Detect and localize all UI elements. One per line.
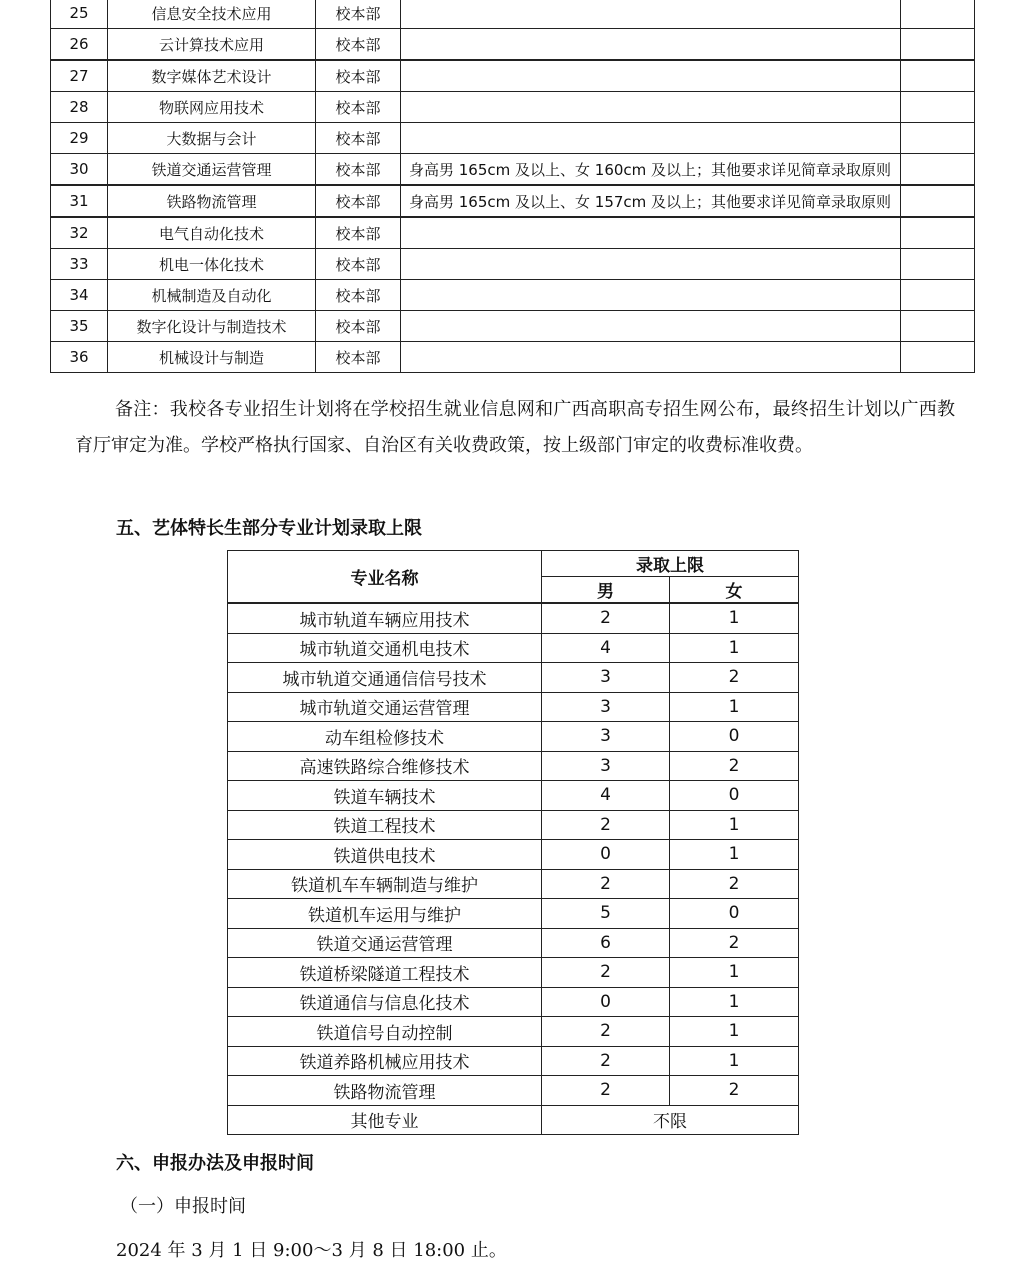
male-limit: 2 xyxy=(542,869,670,899)
note xyxy=(401,123,901,154)
major-name: 铁道机车运用与维护 xyxy=(228,899,542,929)
campus: 校本部 xyxy=(316,185,401,217)
table-row xyxy=(228,603,799,633)
campus: 校本部 xyxy=(316,249,401,280)
row-number: 35 xyxy=(51,311,108,342)
male-limit: 2 xyxy=(542,1046,670,1076)
table-row xyxy=(228,692,799,722)
note xyxy=(401,280,901,311)
header-major-name: 专业名称 xyxy=(228,551,542,604)
table-row xyxy=(51,92,975,123)
blank-cell xyxy=(901,29,975,61)
major-name: 物联网应用技术 xyxy=(108,92,316,123)
blank-cell xyxy=(901,0,975,29)
row-number: 27 xyxy=(51,60,108,92)
male-limit: 2 xyxy=(542,958,670,988)
blank-cell xyxy=(901,342,975,373)
blank-cell xyxy=(901,154,975,186)
section6-heading: 六、申报办法及申报时间 xyxy=(116,1153,314,1174)
major-name: 大数据与会计 xyxy=(108,123,316,154)
row-number: 25 xyxy=(51,0,108,29)
female-limit: 1 xyxy=(670,692,799,722)
campus: 校本部 xyxy=(316,0,401,29)
blank-cell xyxy=(901,92,975,123)
major-name: 电气自动化技术 xyxy=(108,217,316,249)
major-name: 铁道桥梁隧道工程技术 xyxy=(228,958,542,988)
header-admission-limit: 录取上限 xyxy=(542,551,799,577)
art-admission-table xyxy=(227,550,799,1135)
female-limit: 1 xyxy=(670,1046,799,1076)
row-number: 36 xyxy=(51,342,108,373)
table-row xyxy=(51,185,975,217)
major-name: 城市轨道交通通信信号技术 xyxy=(228,663,542,693)
table-row xyxy=(51,280,975,311)
blank-cell xyxy=(901,123,975,154)
header-male: 男 xyxy=(542,577,670,604)
female-limit: 1 xyxy=(670,840,799,870)
campus: 校本部 xyxy=(316,92,401,123)
major-name: 机电一体化技术 xyxy=(108,249,316,280)
major-name: 铁道通信与信息化技术 xyxy=(228,987,542,1017)
table-row xyxy=(228,958,799,988)
female-limit: 1 xyxy=(670,958,799,988)
row-number: 30 xyxy=(51,154,108,186)
campus: 校本部 xyxy=(316,60,401,92)
campus: 校本部 xyxy=(316,217,401,249)
male-limit: 5 xyxy=(542,899,670,929)
major-name: 铁道工程技术 xyxy=(228,810,542,840)
male-limit: 3 xyxy=(542,751,670,781)
table-row xyxy=(51,342,975,373)
female-limit: 1 xyxy=(670,603,799,633)
table-row xyxy=(228,810,799,840)
table-row xyxy=(51,154,975,186)
campus: 校本部 xyxy=(316,123,401,154)
blank-cell xyxy=(901,217,975,249)
table-row xyxy=(228,899,799,929)
major-name: 高速铁路综合维修技术 xyxy=(228,751,542,781)
female-limit: 2 xyxy=(670,869,799,899)
major-name: 机械制造及自动化 xyxy=(108,280,316,311)
row-number: 33 xyxy=(51,249,108,280)
major-name: 城市轨道车辆应用技术 xyxy=(228,603,542,633)
male-limit: 2 xyxy=(542,603,670,633)
female-limit: 2 xyxy=(670,1076,799,1106)
table-row xyxy=(228,722,799,752)
major-name: 铁道机车车辆制造与维护 xyxy=(228,869,542,899)
row-number: 34 xyxy=(51,280,108,311)
major-name: 城市轨道交通运营管理 xyxy=(228,692,542,722)
table-row xyxy=(51,0,975,29)
female-limit: 2 xyxy=(670,663,799,693)
male-limit: 2 xyxy=(542,1076,670,1106)
major-name: 铁道车辆技术 xyxy=(228,781,542,811)
major-name: 铁道供电技术 xyxy=(228,840,542,870)
table-row xyxy=(228,751,799,781)
table-row xyxy=(228,869,799,899)
male-limit: 2 xyxy=(542,1017,670,1047)
section5-heading: 五、艺体特长生部分专业计划录取上限 xyxy=(116,518,422,539)
table-row xyxy=(228,928,799,958)
note xyxy=(401,60,901,92)
note xyxy=(401,92,901,123)
table-row xyxy=(228,987,799,1017)
blank-cell xyxy=(901,311,975,342)
female-limit: 1 xyxy=(670,1017,799,1047)
male-limit: 4 xyxy=(542,781,670,811)
table-row xyxy=(228,663,799,693)
table-row xyxy=(228,840,799,870)
remark-paragraph: 备注：我校各专业招生计划将在学校招生就业信息网和广西高职高专招生网公布，最终招生计划以广西教育厅审定为准。学校严格执行国家、自治区有关收费政策，按上级部门审定的收费标准收费。 xyxy=(75,399,955,456)
table-row xyxy=(51,123,975,154)
female-limit: 2 xyxy=(670,928,799,958)
row-number: 31 xyxy=(51,185,108,217)
row-number: 29 xyxy=(51,123,108,154)
male-limit: 4 xyxy=(542,633,670,663)
row-number: 32 xyxy=(51,217,108,249)
campus: 校本部 xyxy=(316,29,401,61)
female-limit: 1 xyxy=(670,810,799,840)
header-female: 女 xyxy=(670,577,799,604)
note xyxy=(401,217,901,249)
other-major-limit: 不限 xyxy=(542,1105,799,1135)
table-row xyxy=(51,217,975,249)
major-name: 铁道交通运营管理 xyxy=(228,928,542,958)
table-row xyxy=(228,633,799,663)
female-limit: 0 xyxy=(670,722,799,752)
table-row xyxy=(51,311,975,342)
note xyxy=(401,342,901,373)
major-name: 铁道交通运营管理 xyxy=(108,154,316,186)
blank-cell xyxy=(901,280,975,311)
male-limit: 3 xyxy=(542,692,670,722)
female-limit: 1 xyxy=(670,987,799,1017)
male-limit: 3 xyxy=(542,722,670,752)
male-limit: 0 xyxy=(542,987,670,1017)
note xyxy=(401,311,901,342)
table-row xyxy=(228,1017,799,1047)
campus: 校本部 xyxy=(316,311,401,342)
majors-table xyxy=(50,0,975,373)
campus: 校本部 xyxy=(316,342,401,373)
table-row-other xyxy=(228,1105,799,1135)
major-name: 铁道养路机械应用技术 xyxy=(228,1046,542,1076)
sub1-heading: （一）申报时间 xyxy=(120,1196,246,1217)
note: 身高男 165cm 及以上、女 157cm 及以上；其他要求详见简章录取原则 xyxy=(401,185,901,217)
note xyxy=(401,249,901,280)
blank-cell xyxy=(901,60,975,92)
table-row xyxy=(51,60,975,92)
table-row xyxy=(228,1076,799,1106)
female-limit: 2 xyxy=(670,751,799,781)
row-number: 26 xyxy=(51,29,108,61)
row-number: 28 xyxy=(51,92,108,123)
major-name: 铁路物流管理 xyxy=(108,185,316,217)
note xyxy=(401,29,901,61)
male-limit: 6 xyxy=(542,928,670,958)
major-name: 云计算技术应用 xyxy=(108,29,316,61)
apply-time: 2024 年 3 月 1 日 9:00～3 月 8 日 18:00 止。 xyxy=(116,1240,507,1261)
major-name: 数字化设计与制造技术 xyxy=(108,311,316,342)
campus: 校本部 xyxy=(316,280,401,311)
note: 身高男 165cm 及以上、女 160cm 及以上；其他要求详见简章录取原则 xyxy=(401,154,901,186)
table-row xyxy=(51,249,975,280)
major-name: 信息安全技术应用 xyxy=(108,0,316,29)
campus: 校本部 xyxy=(316,154,401,186)
major-name: 铁道信号自动控制 xyxy=(228,1017,542,1047)
note xyxy=(401,0,901,29)
table-row xyxy=(228,1046,799,1076)
table-row xyxy=(51,29,975,61)
other-major-name: 其他专业 xyxy=(228,1105,542,1135)
table-row xyxy=(228,781,799,811)
major-name: 动车组检修技术 xyxy=(228,722,542,752)
major-name: 机械设计与制造 xyxy=(108,342,316,373)
male-limit: 0 xyxy=(542,840,670,870)
male-limit: 3 xyxy=(542,663,670,693)
major-name: 城市轨道交通机电技术 xyxy=(228,633,542,663)
female-limit: 0 xyxy=(670,899,799,929)
female-limit: 0 xyxy=(670,781,799,811)
major-name: 铁路物流管理 xyxy=(228,1076,542,1106)
female-limit: 1 xyxy=(670,633,799,663)
blank-cell xyxy=(901,185,975,217)
major-name: 数字媒体艺术设计 xyxy=(108,60,316,92)
male-limit: 2 xyxy=(542,810,670,840)
blank-cell xyxy=(901,249,975,280)
